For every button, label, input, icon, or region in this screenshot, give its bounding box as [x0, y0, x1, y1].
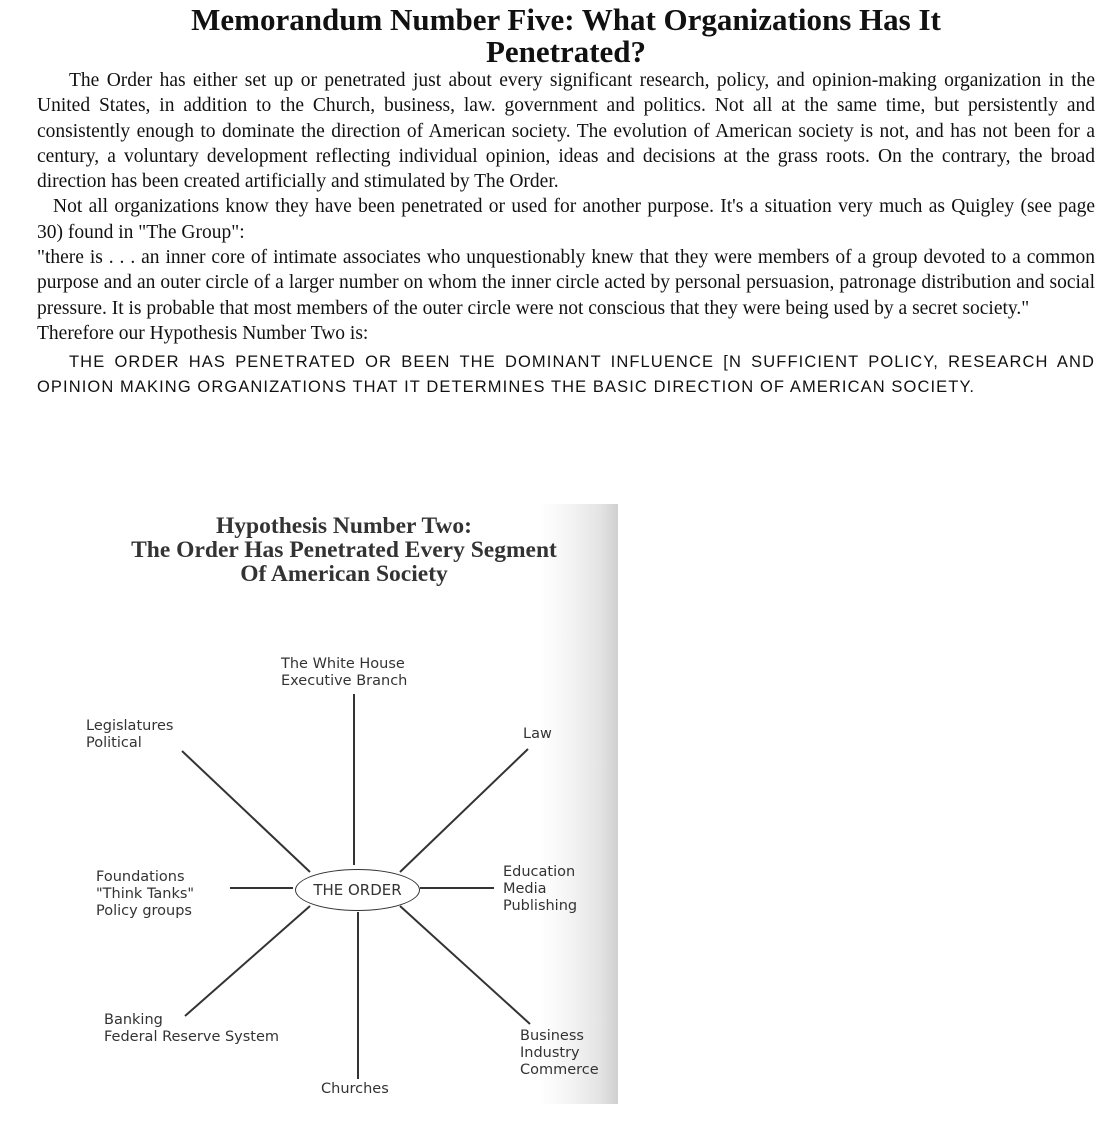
- intro-paragraph: The Order has either set up or penetrated just about every significant research, policy, and opinion-making organization in the United States, in addition to the Church, business, law. government and politics. Not all at the same time, but persistently and consistently enough to dominate the direction of American society. The evolution of American society is not, and has not been for a century, a voluntary development reflecting individual opinion, ideas and decisions at the grass roots. On the contrary, the broad direction has been created artificially and stimulated by The Order.: [37, 70, 1095, 193]
- hypothesis-diagram: [70, 504, 618, 1104]
- hypothesis-intro: Therefore our Hypothesis Number Two is:: [37, 322, 369, 344]
- connector-banking: [185, 906, 310, 1016]
- node-white-house: The White House Executive Branch: [281, 656, 408, 689]
- node-education: Education Media Publishing: [503, 864, 578, 914]
- hypothesis-statement: THE ORDER HAS PENETRATED OR BEEN THE DOMINANT INFLUENCE [N SUFFICIENT POLICY, RESEARCH AND OPINION MAKING ORGANIZATIONS THAT IT DETERMINES THE BASIC DIRECTION OF AMERICAN SOCIETY.: [37, 353, 1095, 396]
- node-banking: Banking Federal Reserve System: [104, 1012, 280, 1045]
- the-order-node: THE ORDER: [295, 869, 420, 911]
- organizations-paragraph: Not all organizations know they have been penetrated or used for another purpose. It's a situation very much as Quigley (see page 30) found in "The Group":: [37, 196, 1095, 243]
- node-legislatures: Legislatures Political: [86, 718, 174, 751]
- title-line-1: Memorandum Number Five: What Organizations Has It: [191, 2, 941, 37]
- quigley-quote: "there is . . . an inner core of intimate associates who unquestionably knew that they were members of a group devoted to a common purpose and an outer circle of a larger number on whom the inner circle acted by personal persuasion, patronage distribution and social pressure. It is probable that most members of the outer circle were not conscious that they were being used by a secret society.": [37, 247, 1095, 319]
- node-churches: Churches: [321, 1081, 389, 1097]
- page-title: [37, 4, 1095, 68]
- node-foundations: Foundations "Think Tanks" Policy groups: [96, 869, 195, 919]
- connector-legislatures: [182, 751, 310, 872]
- diagram-title-line-3: Of American Society: [240, 561, 448, 587]
- connector-business: [400, 906, 530, 1024]
- connector-law: [400, 749, 528, 872]
- diagram-title-line-2: The Order Has Penetrated Every Segment: [131, 537, 557, 563]
- node-business: Business Industry Commerce: [520, 1028, 599, 1078]
- diagram-title-line-1: Hypothesis Number Two:: [216, 513, 472, 539]
- title-line-2: Penetrated?: [485, 34, 647, 69]
- node-law: Law: [523, 726, 552, 742]
- memorandum-page: [37, 4, 1095, 399]
